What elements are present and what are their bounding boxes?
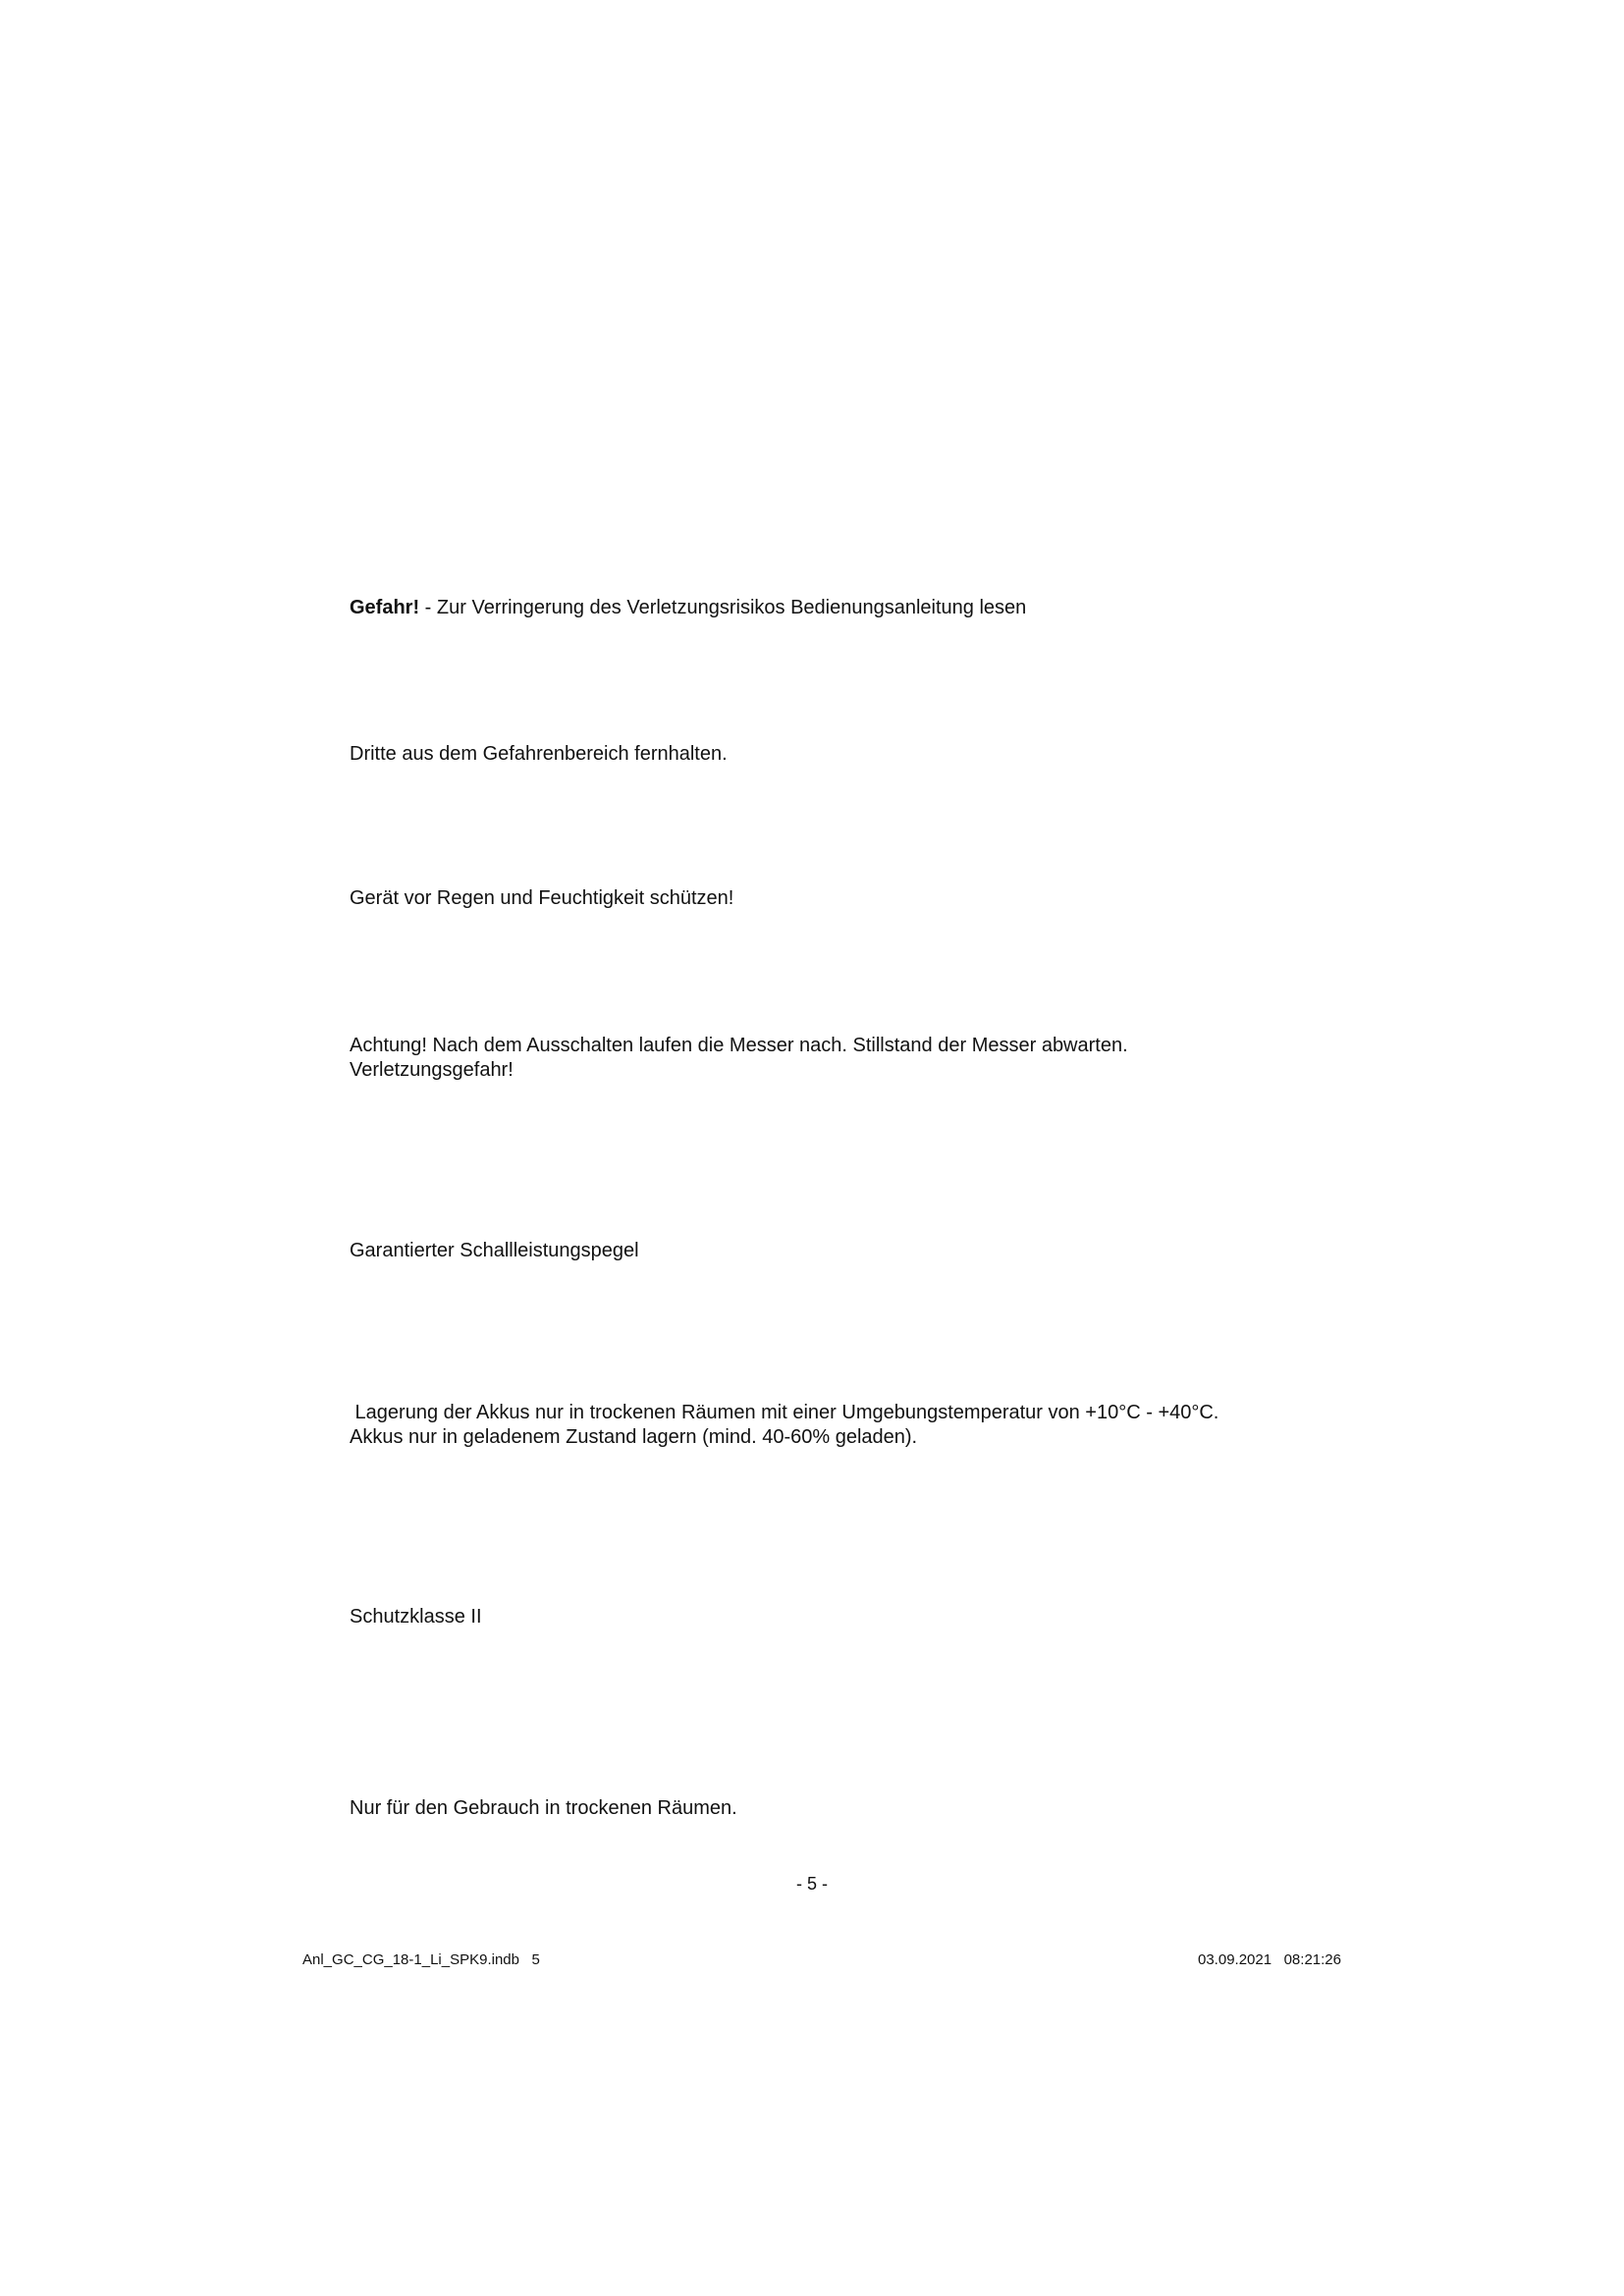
footer-time: 08:21:26 <box>1283 1951 1341 1968</box>
protect-from-rain-text: Gerät vor Regen und Feuchtigkeit schützen! <box>350 887 734 909</box>
danger-read-manual-text <box>350 596 1026 620</box>
danger-text: - Zur Verringerung des Verletzungsrisikos Bedienungsanleitung lesen <box>419 597 1027 618</box>
footer-date: 03.09.2021 <box>1198 1951 1272 1968</box>
blades-warning-line-2: Verletzungsgefahr! <box>350 1059 514 1081</box>
battery-storage-text <box>350 1401 1218 1450</box>
footer-timestamp <box>1198 1951 1341 1968</box>
blades-run-on-warning <box>350 1034 1128 1083</box>
battery-storage-line-2: Akkus nur in geladenem Zustand lagern (mind. 40-60% geladen). <box>350 1426 918 1448</box>
page-number: - 5 - <box>795 1874 828 1894</box>
battery-storage-line-1: Lagerung der Akkus nur in trockenen Räumen mit einer Umgebungstemperatur von +10°C - +40°C. <box>350 1402 1219 1423</box>
dry-rooms-only-text: Nur für den Gebrauch in trockenen Räumen. <box>350 1797 737 1819</box>
danger-label: Gefahr! <box>350 597 420 618</box>
blades-warning-line-1: Achtung! Nach dem Ausschalten laufen die Messer nach. Stillstand der Messer abwarten. <box>350 1035 1128 1056</box>
footer-filename: Anl_GC_CG_18-1_Li_SPK9.indb 5 <box>302 1951 540 1968</box>
protection-class-text: Schutzklasse II <box>350 1606 482 1628</box>
sound-power-level-text: Garantierter Schallleistungspegel <box>350 1240 639 1261</box>
keep-bystanders-away-text: Dritte aus dem Gefahrenbereich fernhalten. <box>350 743 728 765</box>
